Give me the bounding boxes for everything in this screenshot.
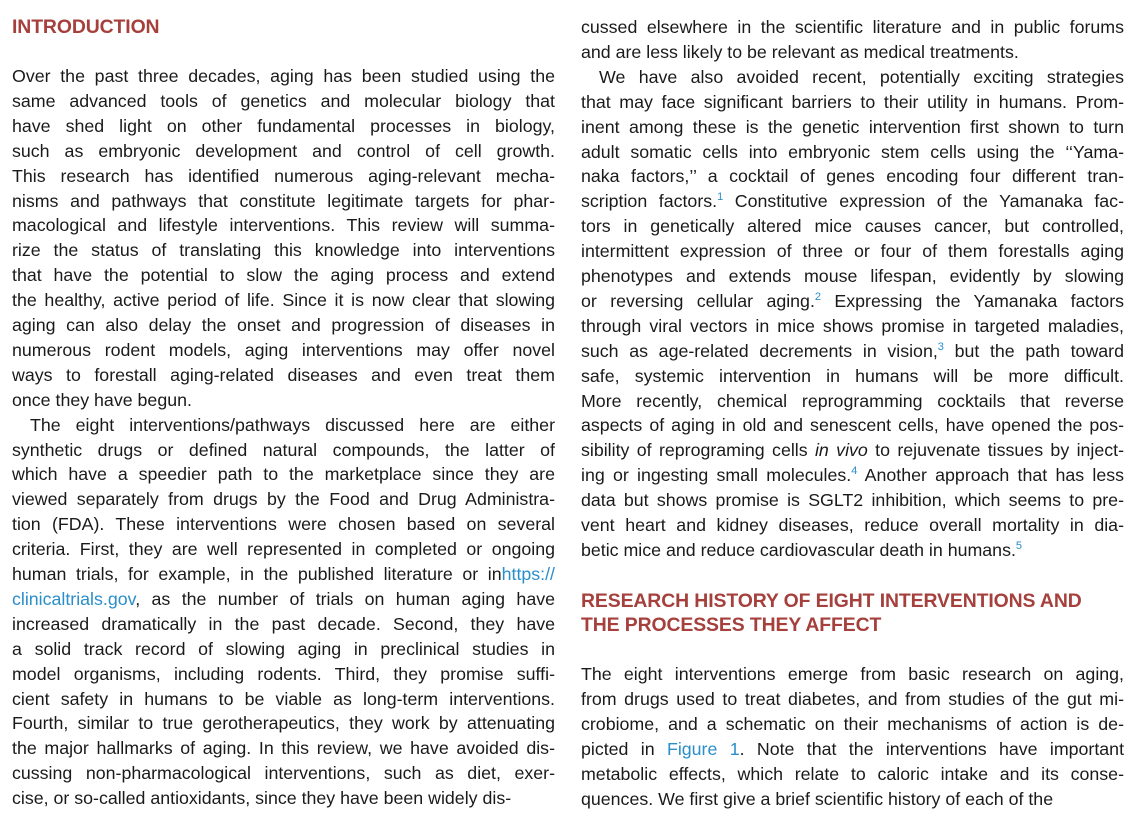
text-line	[581, 189, 1124, 214]
text-run: This research has identified numerous aging-relevant mecha-	[12, 165, 555, 186]
text-run: rize the status of translating this knowledge into interventions	[12, 240, 555, 261]
text-run: that have the potential to slow the aging process and extend	[12, 265, 555, 286]
text-line	[12, 413, 555, 438]
text-line	[12, 736, 555, 761]
text-run: have shed light on other fundamental processes in biology,	[12, 115, 555, 136]
text-run: synthetic drugs or defined natural compounds, the latter of	[12, 439, 555, 460]
italic-run: in vivo	[814, 440, 868, 461]
text-run: More recently, chemical reprogramming cocktails that reverse	[581, 390, 1124, 411]
text-line	[581, 712, 1124, 737]
text-line	[12, 711, 555, 736]
text-line	[581, 239, 1124, 264]
text-run: The eight interventions/pathways discussed here are either	[30, 414, 555, 435]
text-run: data but shows promise is SGLT2 inhibition, which seems to pre-	[581, 490, 1124, 511]
text-line	[12, 761, 555, 786]
text-line	[581, 289, 1124, 314]
text-line	[12, 388, 555, 413]
text-line	[581, 65, 1124, 90]
text-line	[12, 114, 555, 139]
text-run: model organisms, including rodents. Third, they promise suffi-	[12, 663, 555, 684]
citation-ref[interactable]: 1	[717, 191, 724, 204]
section-heading-research-history-1: RESEARCH HISTORY OF EIGHT INTERVENTIONS AND	[581, 590, 1082, 612]
text-line	[12, 263, 555, 288]
text-line	[12, 562, 555, 587]
text-run: numerous rodent models, aging interventions may offer novel	[12, 339, 555, 360]
text-run: or reversing cellular aging.	[581, 290, 815, 311]
text-line	[581, 687, 1124, 712]
text-run: inent among these is the genetic intervention first shown to turn	[581, 116, 1124, 137]
text-run: . Note that the interventions have important	[739, 738, 1125, 759]
text-line	[12, 338, 555, 363]
text-run: to rejuvenate tissues by inject-	[867, 440, 1125, 461]
text-line	[581, 538, 1124, 563]
text-run: once they have begun.	[12, 389, 192, 410]
text-line	[12, 537, 555, 562]
text-run: a solid track record of slowing aging in preclinical studies in	[12, 638, 555, 659]
clinicaltrials-link[interactable]: https://	[501, 564, 555, 584]
text-run: and are less likely to be relevant as medical treatments.	[581, 41, 1019, 62]
text-run: human trials, for example, in the published literature or in	[12, 564, 502, 584]
text-line	[581, 264, 1124, 289]
text-line	[12, 139, 555, 164]
text-line	[12, 189, 555, 214]
text-run: tion (FDA). These interventions were chosen based on several	[12, 514, 555, 535]
text-line	[581, 413, 1124, 438]
text-line	[12, 438, 555, 463]
text-run: cussing non-pharmacological interventions, such as diet, exer-	[12, 763, 555, 784]
text-run: intermittent expression of three or four of them forestalls aging	[581, 241, 1124, 262]
text-run: such as age-related decrements in vision,	[581, 340, 938, 361]
text-run: safe, systemic intervention in humans will be more difficult.	[581, 365, 1124, 386]
text-line	[12, 462, 555, 487]
text-run: from drugs used to treat diabetes, and from studies of the gut mi-	[581, 688, 1124, 709]
text-run: cussed elsewhere in the scientific literature and in public forums	[581, 17, 1124, 37]
text-run: picted in	[581, 738, 667, 759]
text-line	[581, 314, 1124, 339]
text-line	[12, 512, 555, 537]
text-run: the major hallmarks of aging. In this review, we have avoided dis-	[12, 738, 555, 759]
text-run: Constitutive expression of the Yamanaka fac-	[723, 191, 1124, 212]
text-run: nisms and pathways that constitute legitimate targets for phar-	[12, 190, 555, 211]
text-line	[12, 487, 555, 512]
text-line	[12, 637, 555, 662]
text-run: aging can also delay the onset and progression of diseases in	[12, 315, 555, 335]
text-run: Expressing the Yamanaka factors	[821, 290, 1125, 311]
clinicaltrials-link[interactable]: clinicaltrials.gov	[12, 588, 136, 609]
text-line	[581, 737, 1124, 762]
text-line	[581, 339, 1124, 364]
text-line	[581, 513, 1124, 538]
section-heading-research-history-2: THE PROCESSES THEY AFFECT	[581, 614, 882, 636]
text-run: metabolic effects, which relate to caloric intake and its conse-	[581, 763, 1124, 784]
text-run: We have also avoided recent, potentially exciting strategies	[599, 66, 1124, 87]
text-line	[581, 438, 1124, 463]
text-run: ing or ingesting small molecules.	[581, 465, 852, 486]
text-line	[12, 213, 555, 238]
text-run: macological and lifestyle interventions. This review will summa-	[12, 215, 555, 236]
text-run: which have a speedier path to the marketplace since they are	[12, 464, 555, 485]
text-line	[581, 389, 1124, 414]
text-run: scription factors.	[581, 191, 718, 212]
text-run: viewed separately from drugs by the Food and Drug Administra-	[12, 489, 555, 510]
text-line	[581, 762, 1124, 787]
text-run: vent heart and kidney diseases, reduce overall mortality in dia-	[581, 515, 1124, 535]
text-line	[581, 115, 1124, 140]
text-line	[12, 363, 555, 388]
text-line	[581, 364, 1124, 389]
text-run: criteria. First, they are well represented in completed or ongoing	[12, 539, 555, 560]
text-line	[12, 89, 555, 114]
text-run: , as the number of trials on human aging have	[135, 588, 555, 609]
text-line	[12, 786, 555, 811]
text-run: through viral vectors in mice shows promise in targeted maladies,	[581, 315, 1124, 336]
text-run: sibility of reprograming cells	[581, 440, 815, 461]
text-run: naka factors,’’ a cocktail of genes encoding four different tran-	[581, 166, 1124, 187]
text-line	[581, 15, 1124, 40]
text-line	[581, 140, 1124, 165]
text-run: same advanced tools of genetics and molecular biology that	[12, 90, 555, 111]
text-run: such as embryonic development and control of cell growth.	[12, 140, 555, 161]
text-run: adult somatic cells into embryonic stem cells using the ‘‘Yama-	[581, 141, 1124, 162]
citation-ref[interactable]: 4	[851, 465, 858, 478]
text-run: crobiome, and a schematic on their mechanisms of action is de-	[581, 713, 1124, 734]
text-line	[581, 90, 1124, 115]
text-line	[12, 687, 555, 712]
text-line	[581, 214, 1124, 239]
figure-1-link[interactable]: Figure 1	[666, 738, 740, 759]
text-line	[12, 612, 555, 637]
text-line	[581, 787, 1124, 812]
text-line	[581, 463, 1124, 488]
text-run: tors in genetically altered mice causes cancer, but controlled,	[581, 216, 1124, 237]
text-run: that may face significant barriers to their utility in humans. Prom-	[581, 91, 1124, 112]
text-line	[581, 662, 1124, 687]
text-run: increased dramatically in the past decade. Second, they have	[12, 613, 555, 634]
text-line	[12, 587, 555, 612]
text-line	[581, 40, 1124, 65]
text-run: The eight interventions emerge from basic research on aging,	[581, 664, 1124, 684]
citation-ref[interactable]: 3	[937, 340, 944, 353]
text-line	[12, 288, 555, 313]
citation-ref[interactable]: 2	[814, 290, 822, 303]
citation-ref[interactable]: 5	[1015, 539, 1023, 552]
text-line	[581, 164, 1124, 189]
section-heading-introduction: INTRODUCTION	[12, 16, 160, 38]
text-run: cise, or so-called antioxidants, since they have been widely dis-	[12, 788, 512, 809]
text-run: betic mice and reduce cardiovascular death in humans.	[581, 539, 1016, 560]
text-run: Fourth, similar to true gerotherapeutics, they work by attenuating	[12, 713, 555, 734]
text-run: quences. We first give a brief scientific history of each of the	[581, 788, 1054, 809]
text-run: Another approach that has less	[857, 465, 1124, 486]
text-run: the healthy, active period of life. Since it is now clear that slowing	[12, 290, 555, 311]
text-line	[581, 488, 1124, 513]
text-line	[12, 313, 555, 338]
text-run: ways to forestall aging-related diseases and even treat them	[12, 364, 555, 385]
text-line	[12, 238, 555, 263]
text-line	[12, 662, 555, 687]
text-run: phenotypes and extends mouse lifespan, evidently by slowing	[581, 266, 1124, 286]
text-line	[12, 64, 555, 89]
text-run: aspects of aging in old and senescent cells, have opened the pos-	[581, 415, 1124, 436]
text-run: but the path toward	[943, 340, 1124, 361]
text-run: Over the past three decades, aging has been studied using the	[12, 66, 555, 86]
text-run: cient safety in humans to be viable as long-term interventions.	[12, 688, 555, 709]
text-line	[12, 164, 555, 189]
